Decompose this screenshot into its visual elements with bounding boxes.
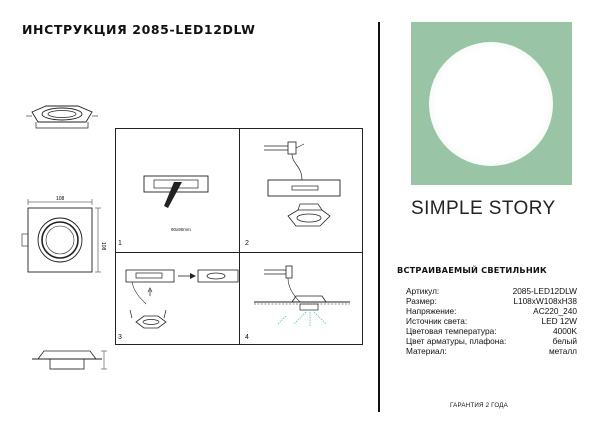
dim-height-label: 108 [100, 242, 106, 251]
spec-label: Цвет арматуры, плафона: [406, 336, 507, 346]
spec-row [406, 326, 577, 336]
spec-label: Источник света: [406, 316, 468, 326]
spec-value: AC220_240 [533, 306, 577, 316]
step3-number: 3 [118, 334, 122, 341]
grid-divider-horizontal [116, 252, 362, 253]
spec-value: 2085-LED12DLW [512, 286, 577, 296]
dim-width-label: 108 [56, 196, 65, 202]
step1-cutout-note: 90x90mm [171, 227, 191, 232]
spec-table [406, 286, 577, 356]
spec-row [406, 286, 577, 296]
spec-row [406, 346, 577, 356]
spec-label: Материал: [406, 346, 447, 356]
step4-mounted-drawing [250, 262, 355, 332]
brand-logo [411, 198, 556, 220]
page-divider [378, 22, 380, 412]
spec-row [406, 306, 577, 316]
spec-row [406, 336, 577, 346]
step2-wiring-drawing [258, 134, 358, 244]
product-photo [411, 22, 572, 185]
warranty-note: ГАРАНТИЯ 2 ГОДА [450, 402, 508, 409]
side-view-top-drawing [22, 100, 102, 134]
spec-label: Размер: [406, 296, 437, 306]
lamp-circle-image [429, 42, 553, 166]
spec-value: L108xW108xH38 [513, 296, 577, 306]
step1-cutout-drawing [140, 170, 220, 215]
step4-number: 4 [245, 334, 249, 341]
brand-name-light: STORY [488, 198, 556, 219]
step2-number: 2 [245, 240, 249, 247]
spec-value: металл [548, 346, 577, 356]
spec-row [406, 296, 577, 306]
product-type-heading: ВСТРАИВАЕМЫЙ СВЕТИЛЬНИК [397, 265, 547, 275]
spec-label: Артикул: [406, 286, 440, 296]
spec-value: белый [552, 336, 577, 346]
spec-value: 4000K [553, 326, 577, 336]
spec-row [406, 316, 577, 326]
brand-name-bold: SIMPLE [411, 198, 484, 219]
side-view-bottom-drawing [30, 345, 110, 377]
front-view-drawing [22, 196, 112, 286]
step3-insert-drawing [122, 264, 242, 334]
spec-label: Напряжение: [406, 306, 457, 316]
spec-value: LED 12W [541, 316, 577, 326]
step1-number: 1 [118, 240, 122, 247]
document-title: ИНСТРУКЦИЯ 2085-LED12DLW [22, 22, 256, 37]
spec-label: Цветовая температура: [406, 326, 497, 336]
